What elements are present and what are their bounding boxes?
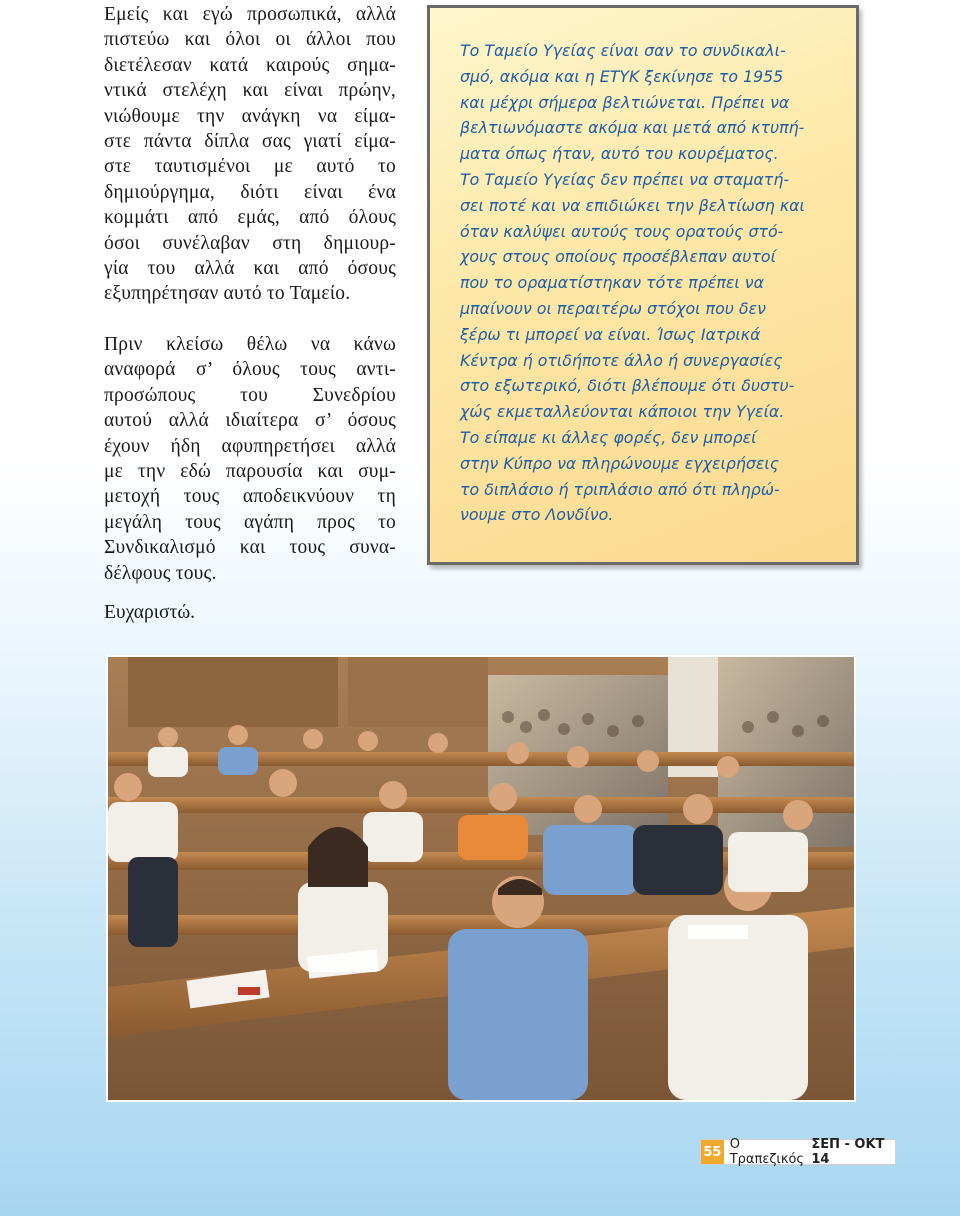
closing-thanks: Ευχαριστώ. (104, 602, 196, 623)
quote-line: Το Ταμείο Υγείας δεν πρέπει να σταματή- (460, 169, 790, 189)
text-line: Συνδικαλισμό και τους συνα- (104, 537, 396, 559)
quote-line: που το οραματίστηκαν τότε πρέπει να (460, 273, 765, 293)
text-line: εξυπηρέτησαν αυτό το Ταμείο. (104, 283, 351, 305)
text-line: Πριν κλείσω θέλω να κάνω (104, 333, 396, 355)
page-number-badge: 55 (701, 1140, 724, 1164)
text-line: μεγάλη τους αγάπη προς το (104, 511, 396, 533)
text-line: δέλφους τους. (104, 562, 217, 584)
text-line: με την εδώ παρουσία και συμ- (104, 460, 396, 482)
quote-line: χώς εκμεταλλεύονται κάποιοι την Υγεία. (460, 402, 785, 422)
quote-line: και μέχρι σήμερα βελτιώνεται. Πρέπει να (460, 92, 790, 112)
quote-line: στο εξωτερικό, διότι βλέπουμε ότι δυστυ- (460, 376, 795, 396)
text-line: διετέλεσαν κατά καιρούς σημα- (104, 54, 396, 76)
article-paragraph-1 (104, 2, 396, 307)
article-paragraph-2 (104, 332, 396, 586)
text-line: όσοι συνέλαβαν στη δημιουρ- (104, 232, 396, 254)
quote-line: ξέρω τι μπορεί να είναι. Ίσως Ιατρικά (460, 324, 761, 344)
quote-line: σει ποτέ και να επιδιώκει την βελτίωση και (460, 195, 805, 215)
quote-line: βελτιωνόμαστε ακόμα και μετά από κτυπή- (460, 118, 805, 138)
wood-wall-panel (128, 657, 338, 727)
text-line: κομμάτι από εμάς, από όλους (104, 207, 396, 229)
text-line: γία του αλλά και από όσους (104, 258, 396, 280)
text-line: στε ταυτισμένοι με αυτό το (104, 156, 396, 178)
article-column (104, 2, 396, 586)
quote-line: στην Κύπρο να πληρώνουμε εγχειρήσεις (460, 453, 780, 473)
quote-line: το διπλάσιο ή τριπλάσιο από ότι πληρώ- (460, 479, 780, 499)
pull-quote-box (427, 5, 859, 565)
publication-name: Ο Τραπεζικός (729, 1137, 805, 1167)
conference-photo (106, 655, 856, 1102)
text-line: ντικά στελέχη και είναι πρώην, (104, 80, 396, 102)
text-line: αναφορά σ’ όλους τους αντι- (104, 359, 396, 381)
quote-line: μπαίνουν οι περαιτέρω στόχοι που δεν (460, 298, 766, 318)
text-line: νιώθουμε την ανάγκη να είμα- (104, 105, 396, 127)
conference-audience-illustration (108, 657, 854, 1100)
text-line: αυτού αλλά ιδιαίτερα σ’ όσους (104, 410, 396, 432)
text-line: στε πάντα δίπλα σας γιατί είμα- (104, 131, 396, 153)
quote-line: Κέντρα ή οτιδήποτε άλλο ή συνεργασίες (460, 350, 783, 370)
quote-line: χους στους οποίους προσέβλεπαν αυτοί (460, 247, 776, 267)
text-line: προσώπους του Συνεδρίου (104, 384, 396, 406)
quote-line: σμό, ακόμα και η ΕΤΥΚ ξεκίνησε το 1955 (460, 66, 784, 86)
quote-line: Το Ταμείο Υγείας είναι σαν το συνδικαλι- (460, 41, 786, 60)
text-line: έχουν ήδη αφυπηρετήσει αλλά (104, 435, 396, 457)
page-footer (700, 1139, 896, 1165)
text-line: πιστεύω και όλοι οι άλλοι που (104, 29, 396, 51)
quote-line: ματα όπως ήταν, αυτό του κουρέματος. (460, 144, 779, 164)
quote-line: όταν καλύψει αυτούς τους ορατούς στό- (460, 221, 784, 241)
publication-issue: ΣΕΠ - ΟΚΤ 14 (811, 1137, 885, 1167)
text-line: μετοχή τους αποδεικνύουν τη (104, 486, 396, 508)
quote-line: νουμε στο Λονδίνο. (460, 505, 614, 525)
quote-line: Το είπαμε κι άλλες φορές, δεν μπορεί (460, 427, 757, 447)
text-line: Εμείς και εγώ προσωπικά, αλλά (104, 4, 396, 25)
pull-quote-text (460, 38, 838, 528)
text-line: δημιούργημα, διότι είναι ένα (104, 181, 396, 203)
